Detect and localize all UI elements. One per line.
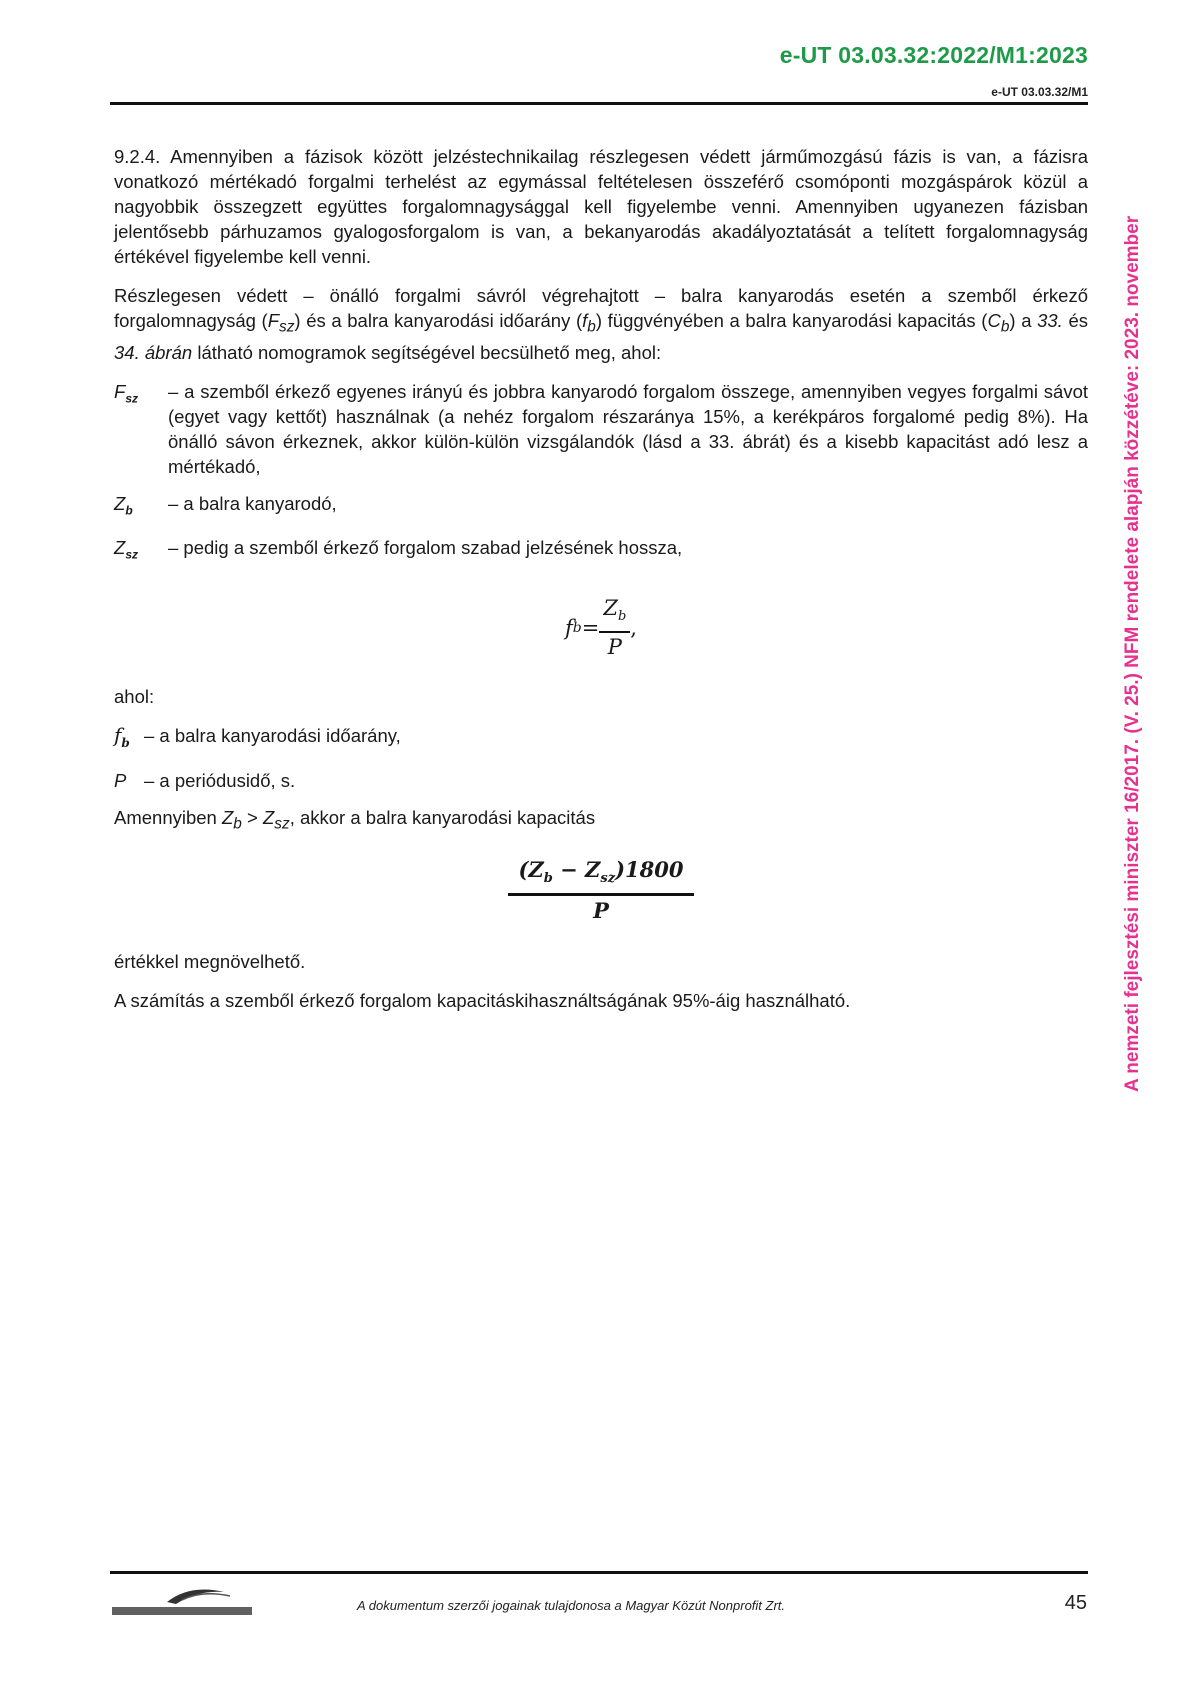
definition-symbol: $F_{sz}$ — [114, 380, 138, 406]
condition-line: Amennyiben $Z_b > Z_{sz}$, akkor a balra kanyarodási kapacitás — [114, 807, 596, 833]
ahol-label: ahol: — [114, 686, 155, 708]
header-rule — [110, 102, 1088, 105]
publication-side-note: A nemzeti fejlesztési miniszter 16/2017. (V. 25.) NFM rendelete alapján közzétéve: 2023. november — [1122, 215, 1143, 1092]
definition-text: – a periódusidő, s. — [144, 770, 296, 792]
fraction: $\frac{Z_b}{P}$ — [601, 596, 628, 660]
definition-fsz — [114, 379, 1088, 479]
fraction: $\frac{(Z_b - Z_{sz})1800}{P}$ — [510, 857, 691, 923]
definition-zsz — [114, 535, 1088, 568]
definition-fb — [114, 723, 1088, 756]
logo-graphic — [112, 1582, 262, 1622]
formula-fb: f b = $\frac{Z_b}{P}$ , — [565, 596, 637, 660]
definition-symbol: $Z_b$ — [114, 492, 133, 518]
paragraph-partially-protected: Részlegesen védett – önálló forgalmi sávról végrehajtott – balra kanyarodás esetén a szemből érkező forgalomnagyság $(F_{sz})$ és a balra kanyarodási időarány $(f_b)$ függvényében a balra kanyarodási kapacitás $(C_b)$ a 33. és 34. ábrán látható nomogramok segítségével becsülhető meg, ahol: — [114, 285, 1088, 363]
formula-capacity-increase — [114, 857, 1088, 923]
footer-rule — [110, 1571, 1088, 1574]
final-text: A számítás a szemből érkező forgalom kapacitáskihasználtságának 95%-áig használható. — [114, 990, 851, 1012]
definition-text: – a balra kanyarodási időarány, — [144, 725, 401, 747]
page-number: 45 — [1064, 1592, 1087, 1614]
definition-p — [114, 768, 1088, 793]
definition-text: – pedig a szemből érkező forgalom szabad jelzésének hossza, — [168, 537, 683, 559]
document-subcode: e-UT 03.03.32/M1 — [991, 85, 1088, 99]
definition-symbol: $Z_{sz}$ — [114, 537, 138, 563]
definition-text: – a balra kanyarodó, — [168, 492, 337, 514]
page-content — [114, 144, 1088, 1027]
copyright-note: A dokumentum szerzői jogainak tulajdonosa a Magyar Közút Nonprofit Zrt. — [357, 1598, 786, 1613]
definition-zb — [114, 491, 1088, 524]
document-code: e-UT 03.03.32:2022/M1:2023 — [779, 42, 1088, 68]
paragraph-9-2-4: 9.2.4. Amennyiben a fázisok között jelzéstechnikailag részlegesen védett járműmozgású fázis is van, a fázisra vonatkozó mértékadó forgalmi terhelést az egymással feltételesen összeférő csomóponti mozgáspárok közül a nagyobbik összegzett együttes forgalomnagysággal kell figyelembe venni. Amennyiben ugyanezen fázisban jelentősebb párhuzamos gyalogosforgalom is van, a bekanyarodás akadályoztatását a telített forgalomnagyság értékével figyelembe kell venni. — [114, 146, 1088, 267]
definition-text: – a szemből érkező egyenes irányú és jobbra kanyarodó forgalom összege, amennyiben vegyes forgalmi sávot (egyet vagy kettőt) használnak (a nehéz forgalom részaránya 15%, a kerékpáros forgalomé pedig 8%). Ha önálló sávon érkeznek, akkor külön-külön vizsgálandók (lásd a 33. ábrát) és a kisebb kapacitást adó lesz a mértékadó, — [168, 380, 1088, 477]
society-logo — [112, 1582, 262, 1622]
increase-text: értékkel megnövelhető. — [114, 951, 306, 973]
definition-symbol: $f_b$ — [114, 723, 130, 751]
definition-symbol: P — [114, 770, 127, 792]
